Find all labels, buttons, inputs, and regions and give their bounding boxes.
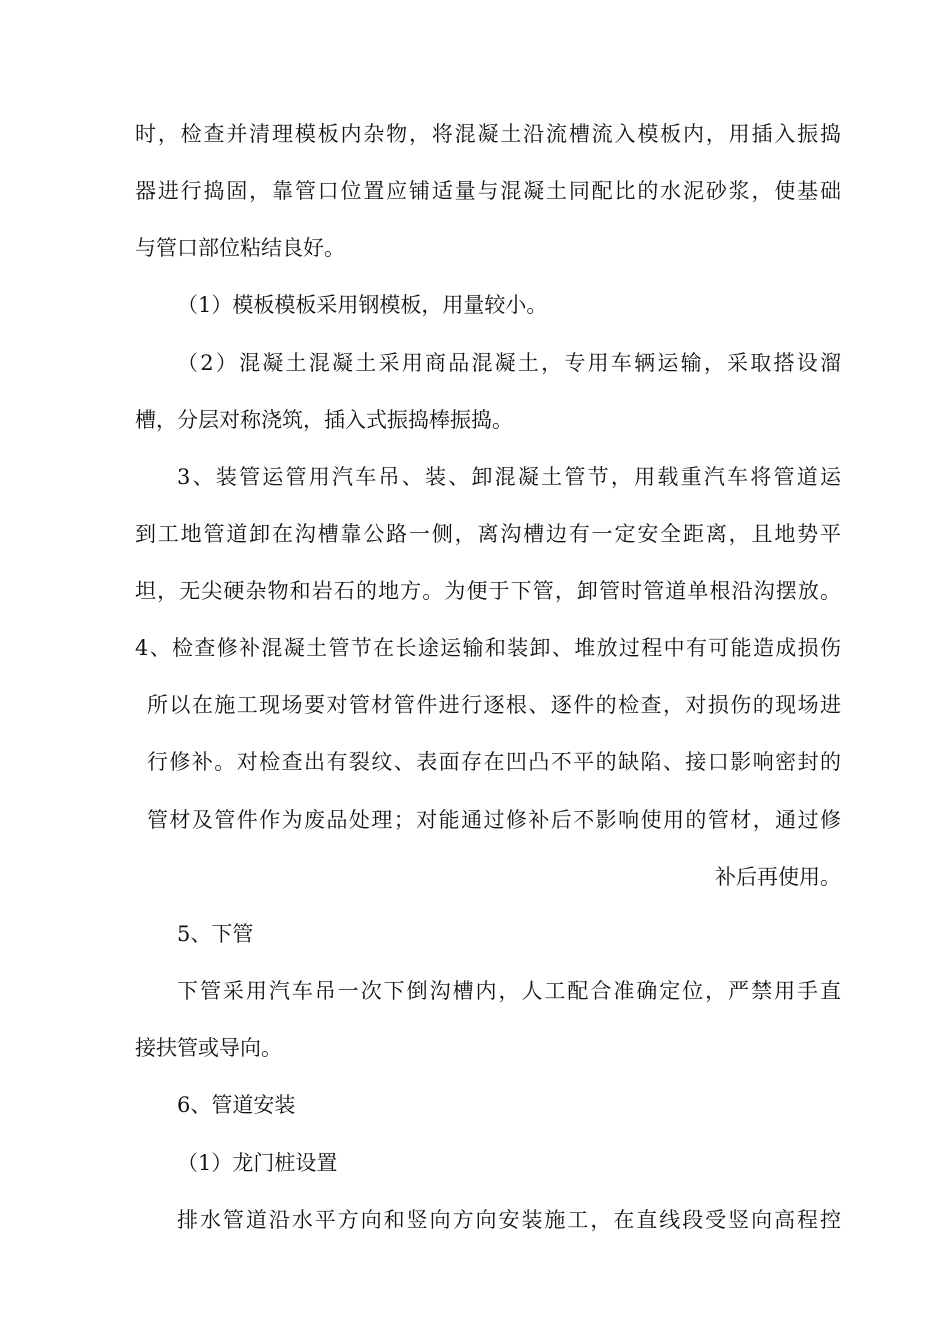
section-heading: 6、管道安装 [177, 1093, 296, 1117]
list-item: （2）混凝土混凝土采用商品混凝土，专用车辆运输，采取搭设溜 [177, 351, 841, 375]
section-paragraph: 所以在施工现场要对管材管件进行逐根、逐件的检查，对损伤的现场进 [147, 693, 841, 717]
section-paragraph: 管材及管件作为废品处理；对能通过修补后不影响使用的管材，通过修 [147, 808, 841, 832]
paragraph-line: 器进行捣固，靠管口位置应铺适量与混凝土同配比的水泥砂浆，使基础 [135, 179, 841, 203]
list-item: （1）模板模板采用钢模板，用量较小。 [177, 293, 548, 317]
section-paragraph: 下管采用汽车吊一次下倒沟槽内，人工配合准确定位，严禁用手直 [177, 979, 841, 1003]
section-paragraph: 坦，无尖硬杂物和岩石的地方。为便于下管，卸管时管道单根沿沟摆放。 [135, 579, 841, 603]
section-paragraph: 接扶管或导向。 [135, 1036, 282, 1060]
section-paragraph: 行修补。对检查出有裂纹、表面存在凹凸不平的缺陷、接口影响密封的 [147, 750, 841, 774]
section-paragraph: 排水管道沿水平方向和竖向方向安装施工，在直线段受竖向高程控 [177, 1208, 841, 1232]
subsection-heading: （1）龙门桩设置 [177, 1151, 338, 1175]
section-paragraph: 到工地管道卸在沟槽靠公路一侧，离沟槽边有一定安全距离，且地势平 [135, 522, 841, 546]
paragraph-line: 与管口部位粘结良好。 [135, 236, 345, 260]
section-paragraph: 补后再使用。 [715, 865, 841, 889]
paragraph-line: 时，检查并清理模板内杂物，将混凝土沿流槽流入模板内，用插入振捣 [135, 122, 841, 146]
list-item: 槽，分层对称浇筑，插入式振捣棒振捣。 [135, 408, 513, 432]
section-paragraph: 4、检查修补混凝土管节在长途运输和装卸、堆放过程中有可能造成损伤 [135, 636, 841, 660]
section-paragraph: 3、装管运管用汽车吊、装、卸混凝土管节，用载重汽车将管道运 [177, 465, 841, 489]
section-heading: 5、下管 [177, 922, 254, 946]
